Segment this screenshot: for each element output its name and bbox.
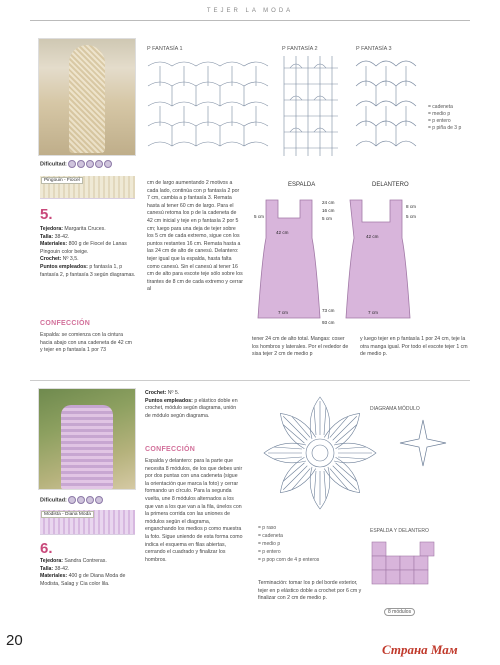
spec-materiales: Materiales: 800 g de Fiocel de Lanas Pingouin color beige. xyxy=(40,241,127,255)
spec-talla: Talla: 38-42. xyxy=(40,233,70,240)
chart1-title: P FANTASÍA 1 xyxy=(147,46,183,52)
project6-schematic xyxy=(370,538,440,608)
difficulty-label: Dificultad: xyxy=(40,497,67,504)
difficulty-dot-icon xyxy=(95,160,103,168)
delantero-shape xyxy=(346,200,410,318)
difficulty-dot-icon xyxy=(68,160,76,168)
label-5cm: 5 cm xyxy=(254,214,264,219)
project6-legend xyxy=(258,524,378,564)
schematic-modules-label: 8 módulos xyxy=(384,608,415,616)
schematic-delantero-title: DELANTERO xyxy=(372,182,409,188)
project6-number: 6. xyxy=(40,540,53,557)
photo-figure xyxy=(69,45,105,153)
difficulty-dot-icon xyxy=(77,160,85,168)
spec-crochet: Crochet: Nº 3,5. xyxy=(40,256,79,263)
legend-medio-p: = medio p xyxy=(258,541,281,547)
schematic-espalda-title: ESPALDA xyxy=(288,182,316,188)
difficulty-dot-icon xyxy=(104,160,112,168)
legend-popcorn: = p pop corn de 4 p enteros xyxy=(258,557,320,563)
legend-cadeneta: = cadeneta xyxy=(258,533,283,539)
label-42cm: 42 cm xyxy=(276,230,289,235)
project5-number: 5. xyxy=(40,206,53,223)
spec-puntos: Puntos empleados: p elástico doble en crochet, módulo según diagrama, unión de módulo según diagrama. xyxy=(145,397,238,419)
label-24cm: 24 cm xyxy=(322,200,335,205)
label-42cm-d: 42 cm xyxy=(366,234,379,239)
label-7cm: 7 cm xyxy=(278,310,288,315)
project5-difficulty xyxy=(40,160,113,168)
spec-tejedora: Tejedora: Sandra Contreras. xyxy=(40,558,107,564)
crochet-chart-1 xyxy=(146,56,274,156)
legend-medio-p: = medio p xyxy=(428,111,451,117)
label-5cm-d: 5 cm xyxy=(406,214,416,219)
legend-p-entero: = p entero xyxy=(428,118,451,124)
label-8cm: 8 cm xyxy=(406,204,416,209)
legend-p-entero: = p entero xyxy=(258,549,281,555)
chart-legend xyxy=(428,104,488,132)
difficulty-dot-icon xyxy=(77,496,85,504)
project5-confeccion-title: CONFECCIÓN xyxy=(40,320,91,327)
label-5cm-b: 5 cm xyxy=(322,216,332,221)
espalda-shape xyxy=(258,200,320,318)
project6-specs xyxy=(40,558,136,588)
project6-confeccion-title: CONFECCIÓN xyxy=(145,446,196,453)
watermark: Страна Мам xyxy=(382,642,458,657)
chart3-title: P FANTASÍA 3 xyxy=(356,46,392,52)
project5-yarn-strip xyxy=(40,176,135,199)
project5-photo xyxy=(38,38,136,156)
label-93cm: 93 cm xyxy=(322,320,335,325)
header-rule xyxy=(30,20,470,21)
module-union-star xyxy=(398,418,448,468)
project6-photo xyxy=(38,388,136,490)
module-diagram-title: DIAGRAMA MÓDULO xyxy=(370,406,420,412)
project6-column2 xyxy=(145,390,243,420)
project6-difficulty xyxy=(40,496,104,504)
module-diagram xyxy=(255,388,385,518)
project6-terminacion: Terminación: tomar los p del borde exterior, tejer en p elástico doble a crochet por 6 cm y finalizar con 2 cm de medio p. xyxy=(258,580,362,602)
project6-confeccion-text: Espalda y delantero: para la parte que necesita 8 módulos, de los que debes unir por dos puntas con una cadeneta (sigue la orientación que marca la foto) y cerrar formando un círculo. Para la segunda vuelta, une 8 módulos alternados a los que van a los que van a la fila, únelos con la primera corrida con las uniones de módulos según el diagrama, enganchando los medios p como muestra la foto. Sigue uniendo de esta forma como indica el esquema en filas abiertas, cerrando el cuadrado y finalizar los hombros. xyxy=(145,458,243,563)
page-number: 20 xyxy=(6,632,23,649)
label-7cm-d: 7 cm xyxy=(368,310,378,315)
difficulty-label: Dificultad: xyxy=(40,161,67,168)
spec-tejedora: Tejedora: Margarita Cruces. xyxy=(40,226,106,232)
crochet-chart-2 xyxy=(280,56,342,156)
photo-top-figure xyxy=(61,405,113,489)
project5-column2: cm de largo aumentando 2 motivos a cada lado, continúa con p fantasía 2 por 7 cm, cambia a p fantasía 3. Remata hasta al tener 60 cm de largo. Para el canesú retoma los p de la cadeneta de 42 cm inicial y teje en p fantasía 2 por 5 cm; luego para una deja de tejer sobre los 5 cm de cada extremo, sigue con los puntos restantes 16 cm. Remata hasta a las 24 cm de alto de canesú. Delantero: tejer igual que la espalda, hasta falta como canesú. Sin el canesú al tener 16 cm de alto para escote teje sólo sobre los tirantes de 8 cm de cada extremo y cerrar al xyxy=(147,180,244,293)
magazine-header: TEJER LA MODA xyxy=(206,8,294,14)
difficulty-dot-icon xyxy=(95,496,103,504)
legend-p-raso: = p raso xyxy=(258,525,277,531)
project5-column4: y luego tejer en p fantasía 1 por 24 cm, teje la otra manga igual. Por todo el escote tejer 1 cm de medio p. xyxy=(360,336,468,358)
difficulty-dot-icon xyxy=(86,496,94,504)
yarn-label: Pingouin - Fiocel xyxy=(41,177,83,184)
project5-specs xyxy=(40,226,136,279)
project6-schematic-title: ESPALDA Y DELANTERO xyxy=(370,528,429,534)
yarn-label: Modista - Diana Moda xyxy=(41,511,94,518)
label-73cm: 73 cm xyxy=(322,308,335,313)
crochet-chart-3 xyxy=(354,56,424,156)
project6-yarn-strip xyxy=(40,510,135,535)
spec-talla: Talla: 38-42. xyxy=(40,565,70,572)
legend-p-pina: = p piña de 3 p xyxy=(428,125,462,131)
difficulty-dot-icon xyxy=(68,496,76,504)
section-divider xyxy=(30,380,470,381)
spec-crochet: Crochet: Nº 5. xyxy=(145,390,180,396)
difficulty-dot-icon xyxy=(86,160,94,168)
legend-cadeneta: = cadeneta xyxy=(428,104,453,110)
project5-column3: tener 24 cm de alto total. Mangas: coser los hombros y laterales. Por el rededor de sisa tejer 2 cm de medio p xyxy=(252,336,349,358)
chart2-title: P FANTASÍA 2 xyxy=(282,46,318,52)
label-16cm: 16 cm xyxy=(322,208,335,213)
spec-materiales: Materiales: 400 g de Diana Moda de Modista, Salag y Cia color lila. xyxy=(40,573,126,587)
project5-schematic xyxy=(250,178,440,338)
project5-confeccion-text: Espalda: se comienza con la cintura hacia abajo con una cadeneta de 42 cm y tejer en p fantasía 1 por 73 xyxy=(40,332,133,354)
spec-puntos: Puntos empleados: p fantasía 1, p fantasía 2, p fantasía 3 según diagramas. xyxy=(40,263,136,278)
